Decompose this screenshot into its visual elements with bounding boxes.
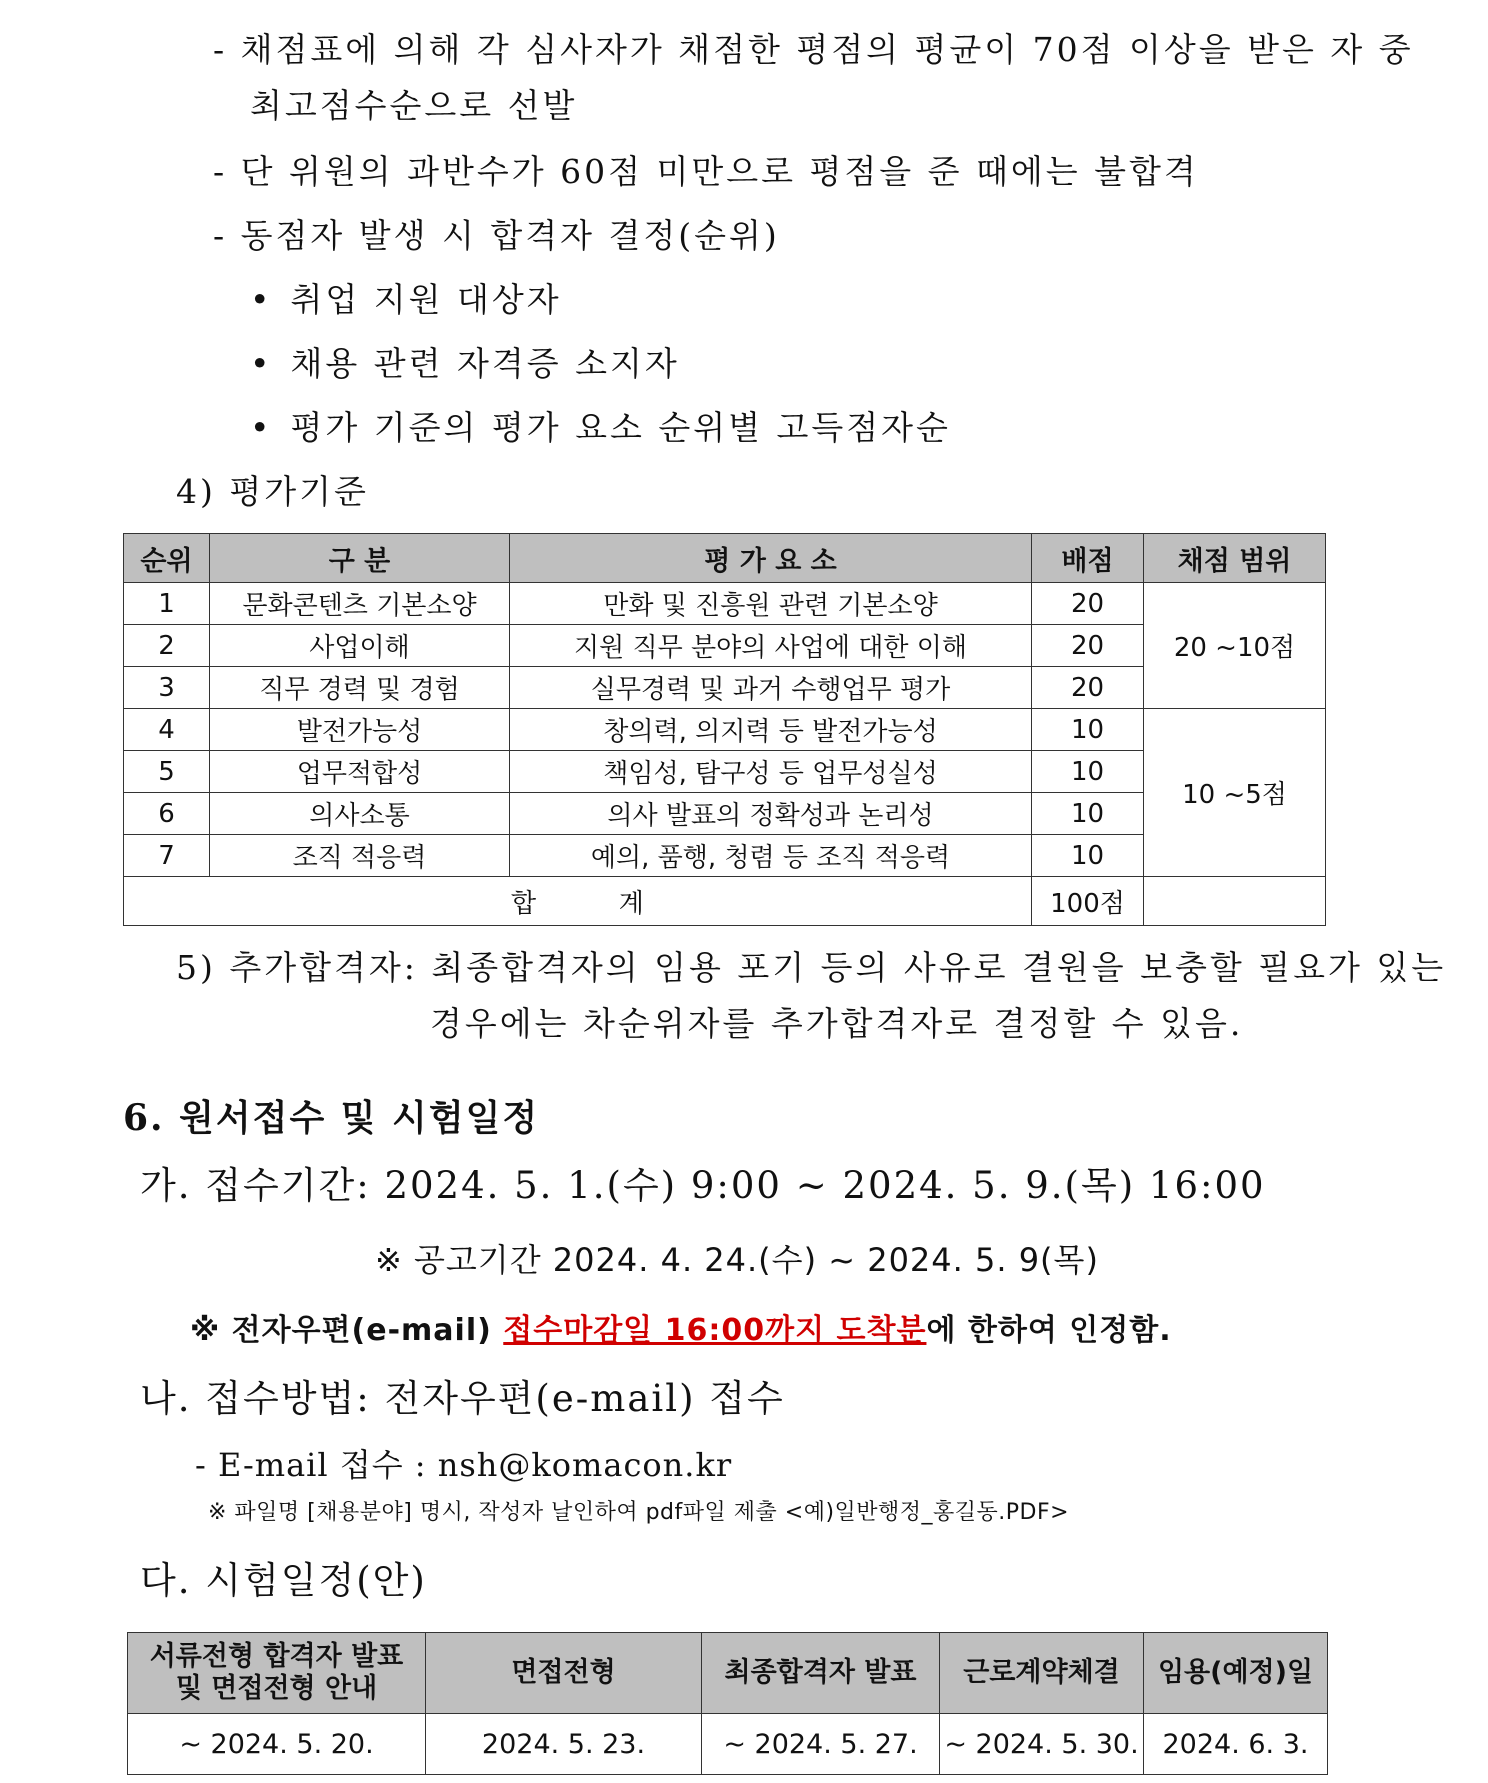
table-row [124, 583, 1326, 625]
schedule-header-row [128, 1633, 1328, 1714]
range-cell-1: 20 ~10점 [1144, 583, 1326, 709]
category-cell: 사업이해 [210, 625, 510, 667]
schedule-date-3: ~ 2024. 5. 27. [702, 1714, 940, 1775]
rule-line-2: - 단 위원의 과반수가 60점 미만으로 평점을 준 때에는 불합격 [213, 152, 1199, 191]
notice-period: ※ 공고기간 2024. 4. 24.(수) ~ 2024. 5. 9(목) [375, 1241, 1099, 1279]
application-period: 가. 접수기간: 2024. 5. 1.(수) 9:00 ~ 2024. 5. 9.(목) 16:00 [140, 1164, 1266, 1207]
criteria-heading: 4) 평가기준 [176, 472, 369, 511]
schedule-date-4: ~ 2024. 5. 30. [940, 1714, 1144, 1775]
section-6-title: 6. 원서접수 및 시험일정 [123, 1097, 540, 1139]
element-cell: 의사 발표의 정확성과 논리성 [510, 793, 1032, 835]
schedule-date-2: 2024. 5. 23. [426, 1714, 702, 1775]
schedule-date-5: 2024. 6. 3. [1144, 1714, 1328, 1775]
file-name-note: ※ 파일명 [채용분야] 명시, 작성자 날인하여 pdf파일 제출 <예)일반행정_홍길동.PDF> [208, 1500, 1070, 1525]
score-cell: 20 [1032, 583, 1144, 625]
schedule-header-1: 서류전형 합격자 발표 및 면접전형 안내 [128, 1633, 426, 1714]
range-cell-2: 10 ~5점 [1144, 709, 1326, 877]
rank-cell: 4 [124, 709, 210, 751]
element-cell: 실무경력 및 과거 수행업무 평가 [510, 667, 1032, 709]
email-address-line: - E-mail 접수 : nsh@komacon.kr [195, 1446, 733, 1484]
application-method: 나. 접수방법: 전자우편(e-mail) 접수 [140, 1377, 785, 1420]
score-cell: 20 [1032, 667, 1144, 709]
category-cell: 문화콘텐츠 기본소양 [210, 583, 510, 625]
element-cell: 만화 및 진흥원 관련 기본소양 [510, 583, 1032, 625]
rank-cell: 2 [124, 625, 210, 667]
score-cell: 10 [1032, 835, 1144, 877]
criteria-table [123, 533, 1326, 926]
element-cell: 지원 직무 분야의 사업에 대한 이해 [510, 625, 1032, 667]
schedule-header-4: 근로계약체결 [940, 1633, 1144, 1714]
table-row [124, 709, 1326, 751]
rank-cell: 1 [124, 583, 210, 625]
tie-bullet-3: • 평가 기준의 평가 요소 순위별 고득점자순 [250, 402, 951, 449]
rank-cell: 5 [124, 751, 210, 793]
score-cell: 10 [1032, 793, 1144, 835]
header-rank: 순위 [124, 534, 210, 583]
schedule-header-3: 최종합격자 발표 [702, 1633, 940, 1714]
schedule-title: 다. 시험일정(안) [140, 1559, 427, 1602]
total-row [124, 877, 1326, 926]
category-cell: 의사소통 [210, 793, 510, 835]
tie-bullet-2: • 채용 관련 자격증 소지자 [250, 338, 680, 385]
score-cell: 10 [1032, 751, 1144, 793]
rank-cell: 3 [124, 667, 210, 709]
element-cell: 예의, 품행, 청렴 등 조직 적응력 [510, 835, 1032, 877]
total-value: 100점 [1032, 877, 1144, 926]
schedule-header-5: 임용(예정)일 [1144, 1633, 1328, 1714]
schedule-header-2: 면접전형 [426, 1633, 702, 1714]
criteria-header-row [124, 534, 1326, 583]
email-note-suffix: 에 한하여 인정함. [926, 1313, 1172, 1348]
email-deadline-note [190, 1305, 1172, 1349]
email-note-deadline: 접수마감일 16:00까지 도착분 [503, 1313, 927, 1348]
rank-cell: 7 [124, 835, 210, 877]
category-cell: 직무 경력 및 경험 [210, 667, 510, 709]
email-note-prefix: ※ 전자우편(e-mail) [190, 1313, 504, 1348]
category-cell: 발전가능성 [210, 709, 510, 751]
header-element: 평 가 요 소 [510, 534, 1032, 583]
header-range: 채점 범위 [1144, 534, 1326, 583]
schedule-date-1: ~ 2024. 5. 20. [128, 1714, 426, 1775]
schedule-table [127, 1632, 1328, 1775]
rank-cell: 6 [124, 793, 210, 835]
score-cell: 10 [1032, 709, 1144, 751]
additional-line-2: 경우에는 차순위자를 추가합격자로 결정할 수 있음. [430, 1004, 1244, 1043]
tie-bullet-1: • 취업 지원 대상자 [250, 274, 562, 321]
score-cell: 20 [1032, 625, 1144, 667]
additional-line-1: 5) 추가합격자: 최종합격자의 임용 포기 등의 사유로 결원을 보충할 필요가 있는 [176, 948, 1447, 987]
rule-line-1: - 채점표에 의해 각 심사자가 채점한 평점의 평균이 70점 이상을 받은 자 중 [213, 30, 1414, 69]
rule-line-1-cont: 최고점수순으로 선발 [250, 86, 578, 125]
header-category: 구 분 [210, 534, 510, 583]
category-cell: 조직 적응력 [210, 835, 510, 877]
header-score: 배점 [1032, 534, 1144, 583]
element-cell: 책임성, 탐구성 등 업무성실성 [510, 751, 1032, 793]
schedule-date-row [128, 1714, 1328, 1775]
rule-line-3: - 동점자 발생 시 합격자 결정(순위) [213, 216, 780, 255]
total-range-empty [1144, 877, 1326, 926]
total-label: 합 계 [124, 877, 1032, 926]
category-cell: 업무적합성 [210, 751, 510, 793]
element-cell: 창의력, 의지력 등 발전가능성 [510, 709, 1032, 751]
